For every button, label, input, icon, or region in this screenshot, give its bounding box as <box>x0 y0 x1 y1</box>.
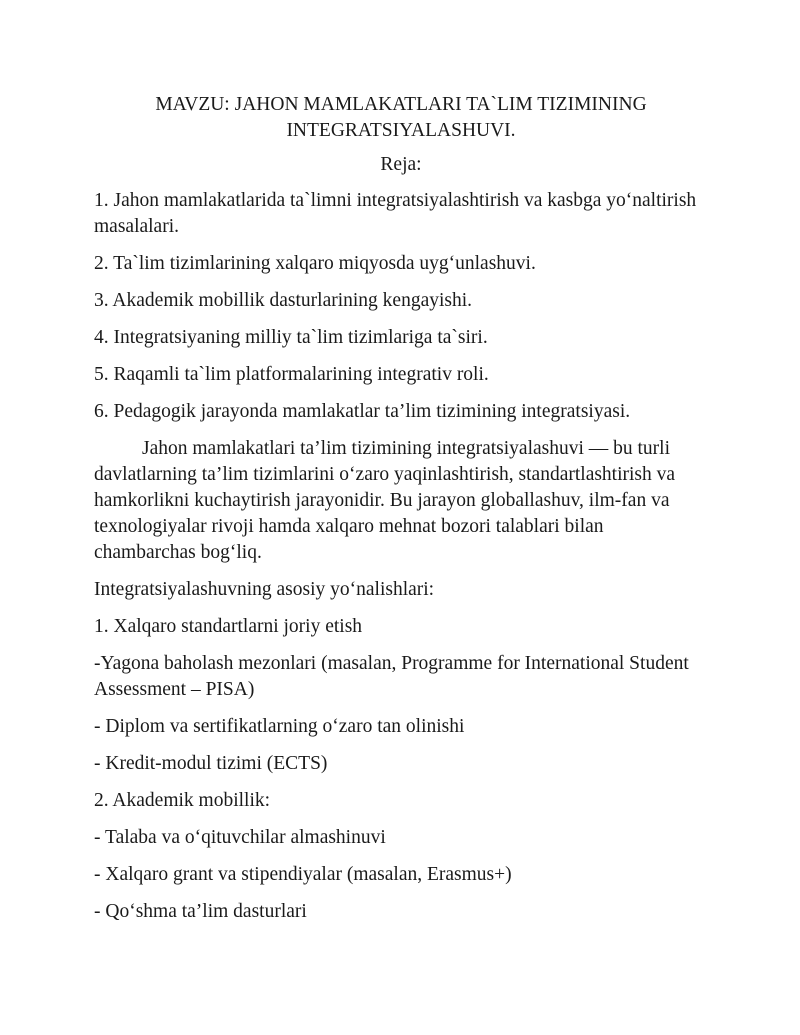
section-2-heading: 2. Akademik mobillik: <box>94 790 271 811</box>
section-1-list <box>94 651 708 777</box>
section-2-list <box>94 825 708 925</box>
title-line-2: INTEGRATSIYALASHUVI. <box>286 120 516 141</box>
plan-item: 6. Pedagogik jarayonda mamlakatlar ta’lim tizimining integratsiyasi. <box>94 401 631 422</box>
directions-heading: Integratsiyalashuvning asosiy yo‘nalishlari: <box>94 579 435 600</box>
plan-item: 1. Jahon mamlakatlarida ta`limni integratsiyalashtirish va kasbga yo‘naltirish masalalari. <box>94 190 697 237</box>
plan-item: 4. Integratsiyaning milliy ta`lim tizimlariga ta`siri. <box>94 327 488 348</box>
list-item: - Kredit-modul tizimi (ECTS) <box>94 753 328 774</box>
plan-heading: Reja: <box>380 154 422 175</box>
list-item: - Talaba va o‘qituvchilar almashinuvi <box>94 827 386 848</box>
document-page <box>94 92 708 936</box>
plan-item: 2. Ta`lim tizimlarining xalqaro miqyosda uyg‘unlashuvi. <box>94 253 536 274</box>
document-title <box>94 92 708 144</box>
list-item: - Qo‘shma ta’lim dasturlari <box>94 901 307 922</box>
section-1-heading: 1. Xalqaro standartlarni joriy etish <box>94 616 363 637</box>
title-line-1: MAVZU: JAHON MAMLAKATLARI TA`LIM TIZIMINING <box>155 94 647 115</box>
list-item: -Yagona baholash mezonlari (masalan, Programme for International Student Assessment – PISA) <box>94 653 689 700</box>
plan-list <box>94 188 708 425</box>
intro-paragraph: Jahon mamlakatlari ta’lim tizimining integratsiyalashuvi — bu turli davlatlarning ta’lim tizimlarini o‘zaro yaqinlashtirish, standartlashtirish va hamkorlikni kuchaytirish jarayonidir. Bu jarayon globallashuv, ilm-fan va texnologiyalar rivoji hamda xalqaro mehnat bozori talablari bilan chambarchas bog‘liq. <box>94 438 676 563</box>
list-item: - Xalqaro grant va stipendiyalar (masalan, Erasmus+) <box>94 864 512 885</box>
plan-item: 3. Akademik mobillik dasturlarining kengayishi. <box>94 290 473 311</box>
list-item: - Diplom va sertifikatlarning o‘zaro tan olinishi <box>94 716 465 737</box>
plan-item: 5. Raqamli ta`lim platformalarining integrativ roli. <box>94 364 489 385</box>
